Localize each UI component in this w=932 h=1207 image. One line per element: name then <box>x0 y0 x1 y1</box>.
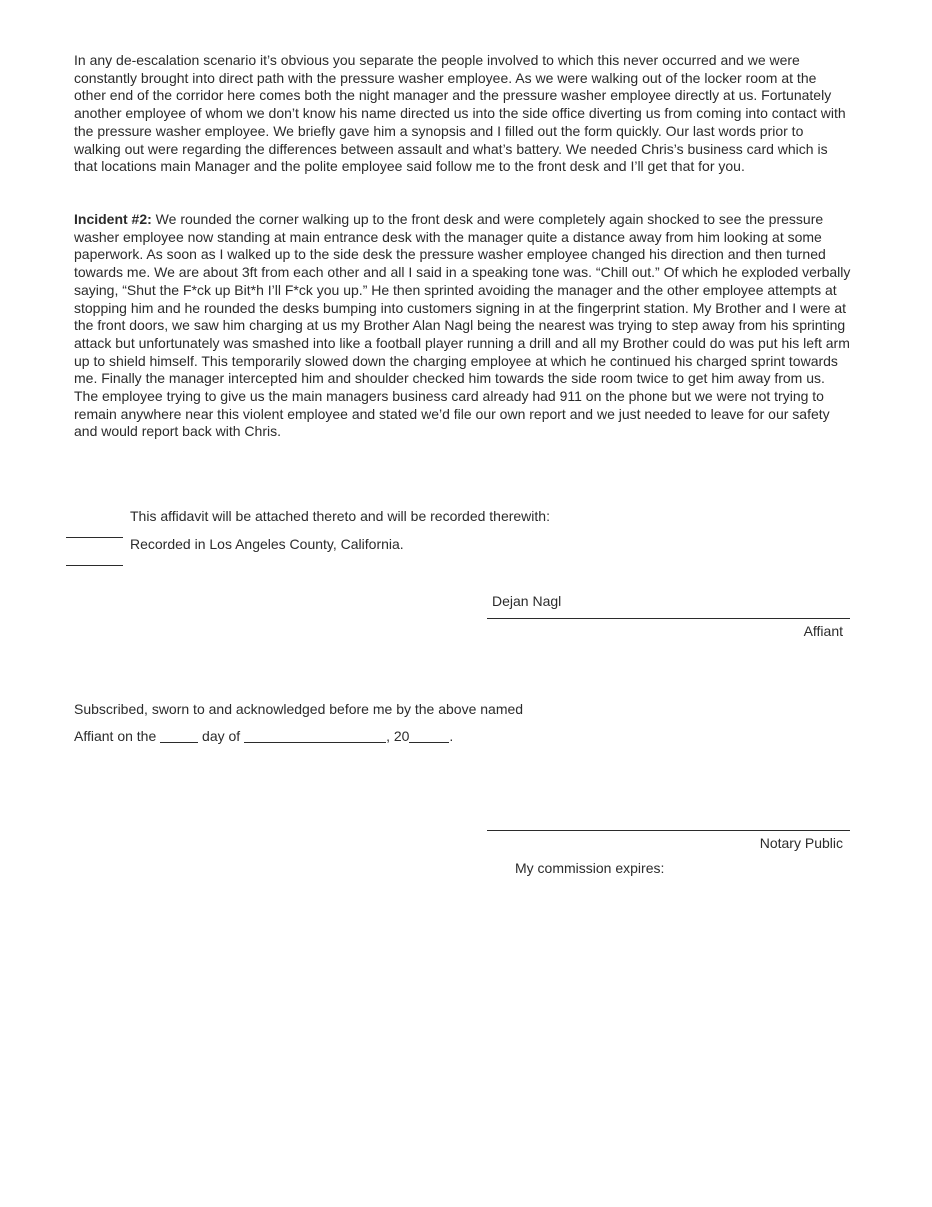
jurat-day-of: day of <box>202 728 241 744</box>
affiant-label: Affiant <box>803 623 843 639</box>
jurat-prefix: Affiant on the <box>74 728 157 744</box>
affiant-signature-line <box>487 618 850 619</box>
commission-expires-label: My commission expires: <box>515 860 665 876</box>
paragraph-incident-2 <box>74 211 852 441</box>
attachment-statement: This affidavit will be attached thereto and will be recorded therewith: <box>130 508 550 524</box>
incident-2-body: We rounded the corner walking up to the front desk and were completely again shocked to see the pressure washer employee now standing at main entrance desk with the manager quite a distance away from him looking at some paperwork. As soon as I walked up to the side desk the pressure washer employee changed his direction and then turned towards me. We are about 3ft from each other and all I said in a speaking tone was. “Chill out.” Of which he exploded verbally saying, “Shut the F*ck up Bit*h I’ll F*ck you up.” He then sprinted avoiding the manager and the other employee attempts at stopping him and he rounded the desks bumping into customers signing in at the fingerprint station. My Brother and I were at the front doors, we saw him charging at us my Brother Alan Nagl being the nearest was trying to step away from his sprinting attack but unfortunately was smashed into like a football player running a drill and all my Brother could do was put his left arm up to shield himself. This temporarily slowed down the charging employee at which he continued his charged sprint towards me. Finally the manager intercepted him and shoulder checked him towards the side room twice to get him away from us. The employee trying to give us the main managers business card already had 911 on the phone but we were not trying to remain anywhere near this violent employee and stated we’d file our own report and we just needed to leave for our safety and would report back with Chris. <box>74 211 851 440</box>
notary-signature-line <box>487 830 850 831</box>
year-blank-field <box>409 730 449 743</box>
recording-statement: Recorded in Los Angeles County, California. <box>130 536 404 552</box>
notary-public-label: Notary Public <box>759 835 843 851</box>
day-blank-field <box>160 730 198 743</box>
initials-blank-line-2 <box>66 565 123 566</box>
initials-blank-line-1 <box>66 537 123 538</box>
month-blank-field <box>244 730 386 743</box>
jurat-year-prefix: , 20 <box>386 728 410 744</box>
jurat-statement: Subscribed, sworn to and acknowledged before me by the above named <box>74 701 524 717</box>
affiant-printed-name: Dejan Nagl <box>492 593 562 609</box>
jurat-date-line <box>74 728 453 744</box>
incident-2-label: Incident #2: <box>74 211 152 227</box>
paragraph-deescalation: In any de-escalation scenario it’s obvious you separate the people involved to which this never occurred and we were constantly brought into direct path with the pressure washer employee. As we were walking out of the locker room at the other end of the corridor here comes both the night manager and the pressure washer employee directly at us. Fortunately another employee of whom we don’t know his name directed us into the side office diverting us from coming into contact with the pressure washer employee. We briefly gave him a synopsis and I filled out the form quickly. Our last words prior to walking out were regarding the differences between assault and what’s battery. We needed Chris’s business card which is that locations main Manager and the polite employee said follow me to the front desk and I’ll get that for you. <box>74 52 846 175</box>
jurat-period: . <box>449 728 454 744</box>
